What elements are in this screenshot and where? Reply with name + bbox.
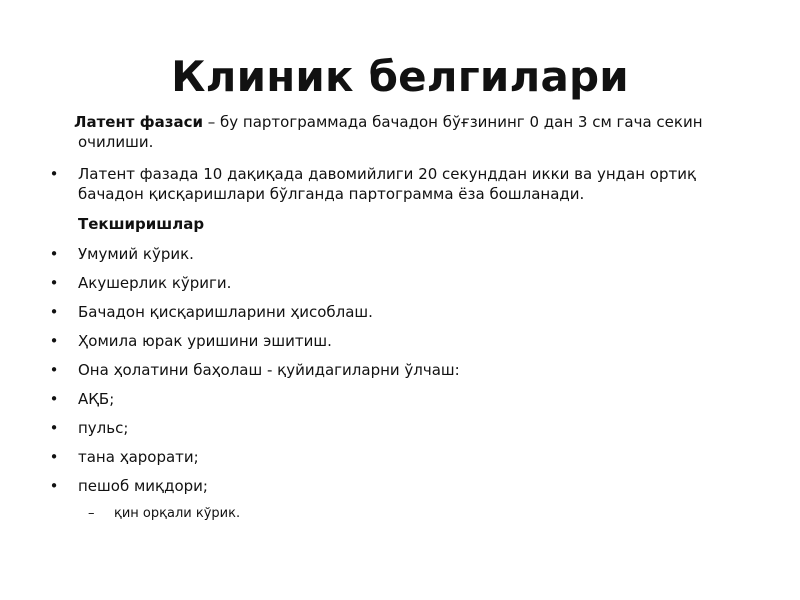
check-item-fetal-heart: Ҳомила юрак уришини эшитиш.: [78, 332, 332, 350]
list-item: [48, 418, 748, 438]
bullet-marker: •: [49, 245, 59, 263]
list-item: [48, 244, 748, 264]
list-item: [48, 360, 748, 380]
intro-line-1: [74, 112, 734, 132]
intro-lead-term: Латент фазаси: [74, 113, 203, 131]
section-heading-row: [48, 214, 748, 234]
list-item: [48, 476, 748, 496]
list-item: [48, 302, 748, 322]
bullet-marker: •: [49, 303, 59, 321]
bullet-marker: •: [49, 274, 59, 292]
check-item-pulse: пульс;: [78, 419, 129, 437]
bullet-marker: •: [49, 477, 59, 495]
list-item-text-line-2: бачадон қисқаришлари бўлганда партограмма ёза бошланади.: [78, 185, 585, 203]
intro-definition: – бу партограммада бачадон бўғзининг 0 дан 3 см гача секин: [202, 113, 703, 131]
bullet-marker: •: [49, 448, 59, 466]
check-item-contractions: Бачадон қисқаришларини ҳисоблаш.: [78, 303, 373, 321]
check-item-general-exam: Умумий кўрик.: [78, 245, 194, 263]
list-item: [48, 273, 748, 293]
bullet-marker: •: [49, 361, 59, 379]
intro-line-2: очилиши.: [78, 133, 154, 151]
bullet-marker: •: [49, 419, 59, 437]
check-item-mother-state: Она ҳолатини баҳолаш - қуйидагиларни ўлчаш:: [78, 361, 460, 379]
bullet-marker: •: [49, 332, 59, 350]
bullet-marker: •: [49, 165, 59, 183]
bullet-marker: •: [49, 390, 59, 408]
sub-list-item: [48, 504, 748, 524]
check-item-temperature: тана ҳарорати;: [78, 448, 199, 466]
list-item: [48, 389, 748, 409]
list-item: [48, 164, 748, 204]
list-item-text-line-1: Латент фазада 10 дақиқада давомийлиги 20 секунддан икки ва ундан ортиқ: [78, 165, 697, 183]
section-heading: Текширишлар: [78, 215, 205, 233]
check-item-obstetric-exam: Акушерлик кўриги.: [78, 274, 232, 292]
check-item-urine: пешоб миқдори;: [78, 477, 208, 495]
list-item: [48, 331, 748, 351]
bullet-list: [48, 164, 748, 524]
sub-item-vaginal-exam: қин орқали кўрик.: [114, 506, 241, 521]
check-item-blood-pressure: АҚБ;: [78, 390, 115, 408]
list-item: [48, 447, 748, 467]
slide-title: Клиник белгилари: [171, 52, 629, 101]
intro-paragraph: [74, 112, 734, 152]
dash-marker: –: [88, 506, 95, 521]
